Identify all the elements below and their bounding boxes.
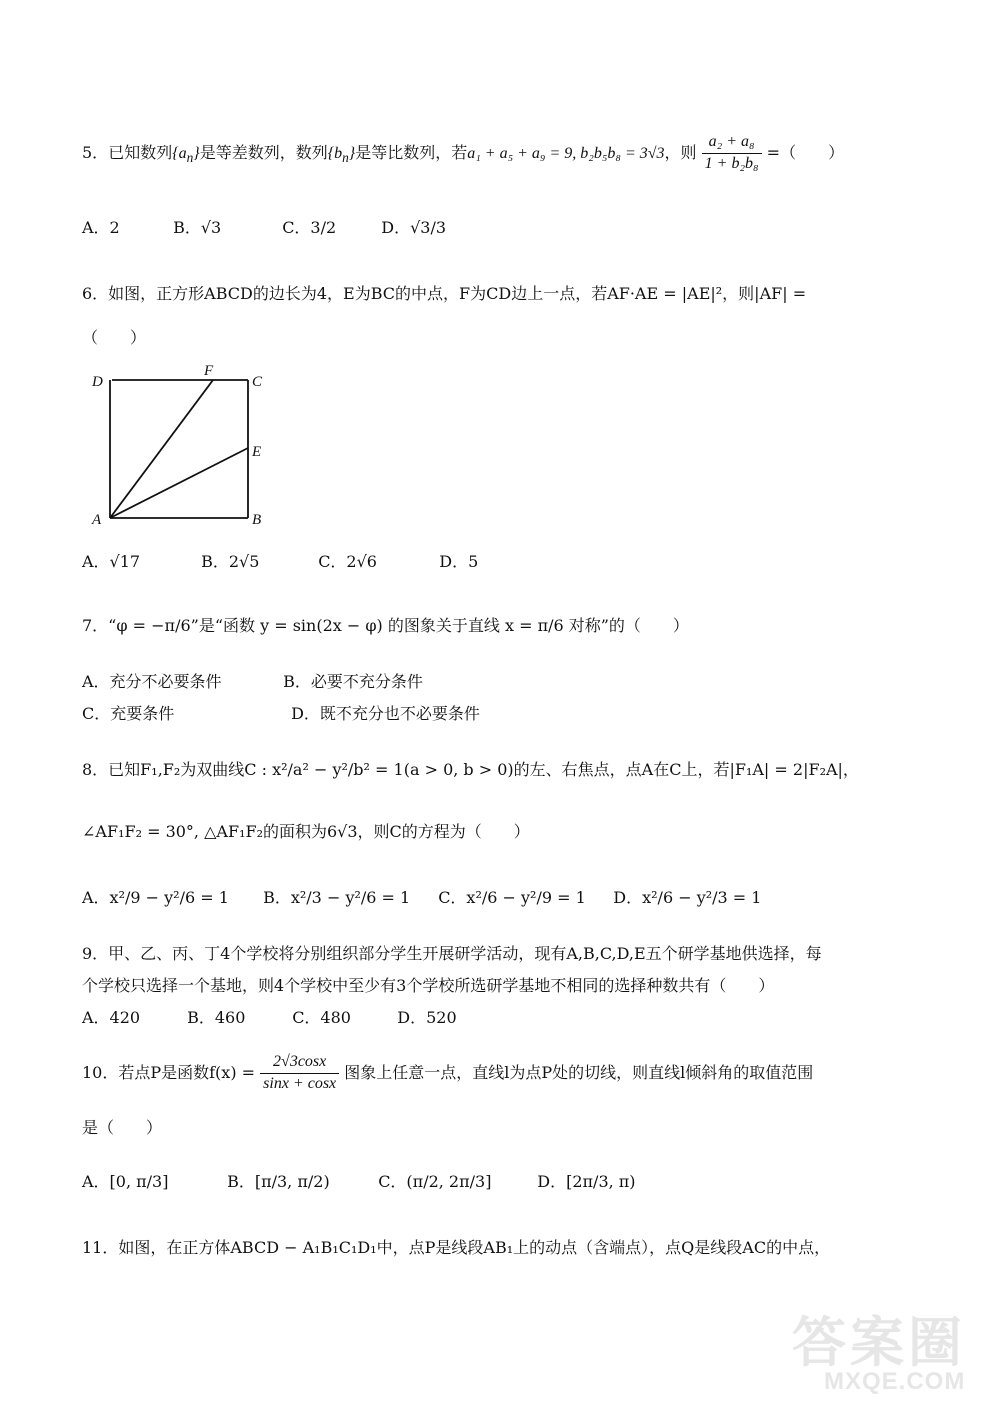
q8-option-d: D．x²/6 − y²/3 = 1 (613, 888, 762, 907)
q7-options-row1 (82, 672, 423, 691)
q11-line1: 11．如图，在正方体ABCD − A₁B₁C₁D₁中，点P是线段AB₁上的动点（含端点），点Q是线段AC的中点， (82, 1238, 831, 1257)
q6-option-b: B．2√5 (201, 552, 260, 571)
q6-line2: （ ） (82, 328, 147, 347)
q9-option-a: A．420 (82, 1008, 141, 1027)
q9-option-c: C．480 (292, 1008, 351, 1027)
q7-option-a: A．充分不必要条件 (82, 672, 222, 691)
q7-option-b: B．必要不充分条件 (283, 672, 423, 691)
label-e: E (252, 444, 262, 460)
label-f: F (204, 363, 214, 379)
q8-line1: 8．已知F₁,F₂为双曲线C : x²/a² − y²/b² = 1(a > 0, b > 0)的左、右焦点，点A在C上，若|F₁A| = 2|F₂A|， (82, 760, 859, 779)
segment-ae (110, 448, 248, 518)
square-abcd-figure (88, 362, 278, 532)
q7-options-row2 (82, 704, 480, 723)
watermark-url: MXQE.COM (824, 1368, 966, 1395)
q9-line1: 9．甲、乙、丙、丁4个学校将分别组织部分学生开展研学活动，现有A,B,C,D,E五个研学基地供选择，每 (82, 944, 822, 963)
q6-option-a: A．√17 (82, 552, 141, 571)
q5-fraction: $\frac{\text{a₂ + a₈}}{\text{1 + b₂b₈}}$ (702, 132, 762, 175)
q6-options (82, 552, 478, 571)
q8-option-b: B．x²/3 − y²/6 = 1 (263, 888, 411, 907)
q8-option-a: A．x²/9 − y²/6 = 1 (82, 888, 229, 907)
q9-options (82, 1008, 457, 1027)
q5-options (82, 218, 446, 237)
q10-option-d: D．[2π/3, π) (537, 1172, 636, 1191)
q10-options (82, 1172, 636, 1191)
q7-line: 7．“φ = −π/6”是“函数 y = sin(2x − φ) 的图象关于直线 x = π/6 对称”的（ ） (82, 616, 689, 635)
q10-option-a: A．[0, π/3] (82, 1172, 169, 1191)
q9-line2: 个学校只选择一个基地，则4个学校中至少有3个学校所选研学基地不相同的选择种数共有（ ） (82, 976, 775, 995)
q10-line1: 10．若点P是函数f(x) = $\frac{2√3\cos x}{\sin x + \cos x}$ 图象上任意一点，直线l为点P处的切线，则直线l倾斜角的取值范围 (82, 1052, 813, 1095)
watermark-chinese: 答案圈 (792, 1310, 966, 1374)
q8-option-c: C．x²/6 − y²/9 = 1 (438, 888, 586, 907)
seq-b-notation: $\{b_n\}$ (327, 144, 356, 165)
q10-line2: 是（ ） (82, 1118, 163, 1137)
q5-option-d: D．√3/3 (381, 218, 447, 237)
label-a: A (92, 512, 102, 528)
q5-line: 5．已知数列$\{a_n\}$是等差数列，数列$\{b_n\}$是等比数列，若a₁ + a₅ + a₉ = 9, b₂b₅b₈ = 3√3，则 $\frac{\text{a₂ + a₈}}{\text{1 + b₂b₈}}$ =（ ） (82, 132, 844, 175)
q5-option-b: B．√3 (173, 218, 222, 237)
q10-option-c: C．(π/2, 2π/3] (378, 1172, 492, 1191)
q9-option-d: D．520 (397, 1008, 457, 1027)
segment-af (110, 380, 213, 518)
q7-option-d: D．既不充分也不必要条件 (291, 704, 480, 723)
q6-option-c: C．2√6 (318, 552, 377, 571)
label-c: C (252, 374, 263, 390)
q9-option-b: B．460 (187, 1008, 246, 1027)
watermark-logo (782, 1296, 982, 1406)
q7-option-c: C．充要条件 (82, 704, 175, 723)
q6-line1: 6．如图，正方形ABCD的边长为4，E为BC的中点，F为CD边上一点，若AF·AE = |AE|²，则|AF| = (82, 284, 807, 303)
q6-option-d: D．5 (439, 552, 479, 571)
label-b: B (252, 512, 262, 528)
q5-condition: a₁ + a₅ + a₉ = 9, b₂b₅b₈ = 3√3 (467, 144, 665, 162)
q8-line2: ∠AF₁F₂ = 30°, △AF₁F₂的面积为6√3，则C的方程为（ ） (82, 822, 530, 841)
q5-option-a: A．2 (82, 218, 120, 237)
label-d: D (92, 374, 103, 390)
q5-option-c: C．3/2 (282, 218, 337, 237)
q10-option-b: B．[π/3, π/2) (227, 1172, 330, 1191)
q8-options (82, 888, 761, 907)
q10-fraction: $\frac{2√3\cos x}{\sin x + \cos x}$ (260, 1052, 339, 1095)
seq-a-notation: $\{a_n\}$ (172, 144, 200, 165)
